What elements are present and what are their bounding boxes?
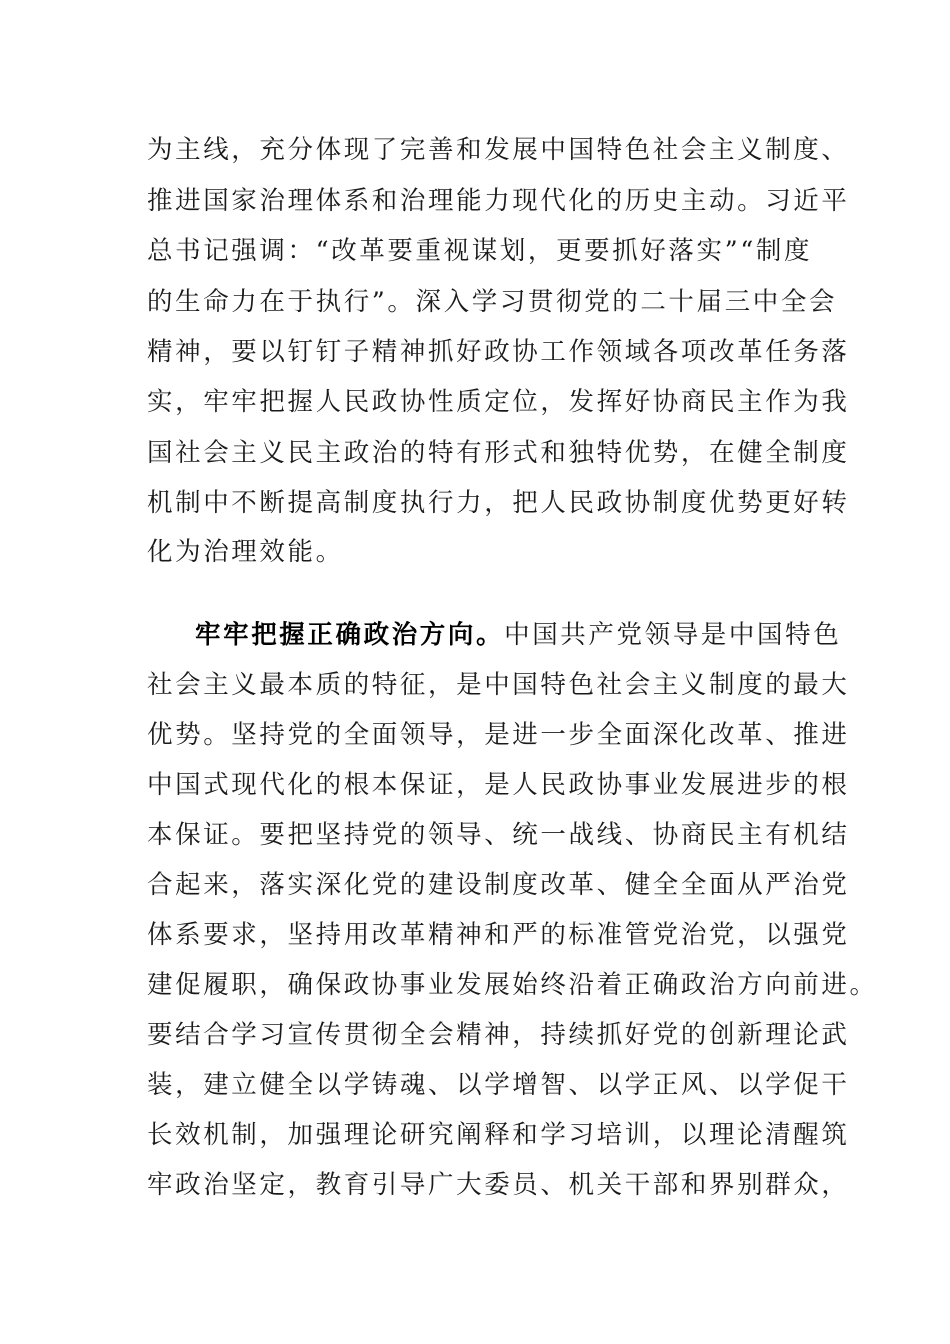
paragraph-line: 长效机制，加强理论研究阐释和学习培训，以理论清醒筑 xyxy=(147,1120,850,1150)
paragraph-line: 实，牢牢把握人民政协性质定位，发挥好协商民主作为我 xyxy=(147,387,850,417)
paragraph-line: 为主线，充分体现了完善和发展中国特色社会主义制度、 xyxy=(147,135,850,165)
paragraph-line: 建促履职，确保政协事业发展始终沿着正确政治方向前进。 xyxy=(147,970,878,1000)
paragraph-line: 化为治理效能。 xyxy=(147,537,344,567)
paragraph-line: 优势。坚持党的全面领导，是进一步全面深化改革、推进 xyxy=(147,720,850,750)
paragraph-line: 牢政治坚定，教育引导广大委员、机关干部和界别群众， xyxy=(147,1170,850,1200)
paragraph-line: 社会主义最本质的特征，是中国特色社会主义制度的最大 xyxy=(147,670,850,700)
section-heading: 牢牢把握正确政治方向。 xyxy=(195,620,505,650)
paragraph-line-text: 中国共产党领导是中国特色 xyxy=(504,620,842,650)
paragraph-line: 要结合学习宣传贯彻全会精神，持续抓好党的创新理论武 xyxy=(147,1020,850,1050)
paragraph-line: 精神，要以钉钉子精神抓好政协工作领域各项改革任务落 xyxy=(147,337,850,367)
paragraph-line: 推进国家治理体系和治理能力现代化的历史主动。习近平 xyxy=(147,186,850,216)
paragraph-line: 装，建立健全以学铸魂、以学增智、以学正风、以学促干 xyxy=(147,1070,850,1100)
paragraph-line: 总书记强调：“改革要重视谋划，更要抓好落实”“制度 xyxy=(147,236,813,266)
paragraph-line: 中国式现代化的根本保证，是人民政协事业发展进步的根 xyxy=(147,770,850,800)
paragraph-line: 本保证。要把坚持党的领导、统一战线、协商民主有机结 xyxy=(147,820,850,850)
paragraph-line: 合起来，落实深化党的建设制度改革、健全全面从严治党 xyxy=(147,870,850,900)
paragraph-line: 的生命力在于执行”。深入学习贯彻党的二十届三中全会 xyxy=(147,287,838,317)
paragraph-line: 机制中不断提高制度执行力，把人民政协制度优势更好转 xyxy=(147,488,850,518)
paragraph-first-line xyxy=(195,620,841,650)
paragraph-line: 体系要求，坚持用改革精神和严的标准管党治党，以强党 xyxy=(147,920,850,950)
paragraph-line: 国社会主义民主政治的特有形式和独特优势，在健全制度 xyxy=(147,438,850,468)
